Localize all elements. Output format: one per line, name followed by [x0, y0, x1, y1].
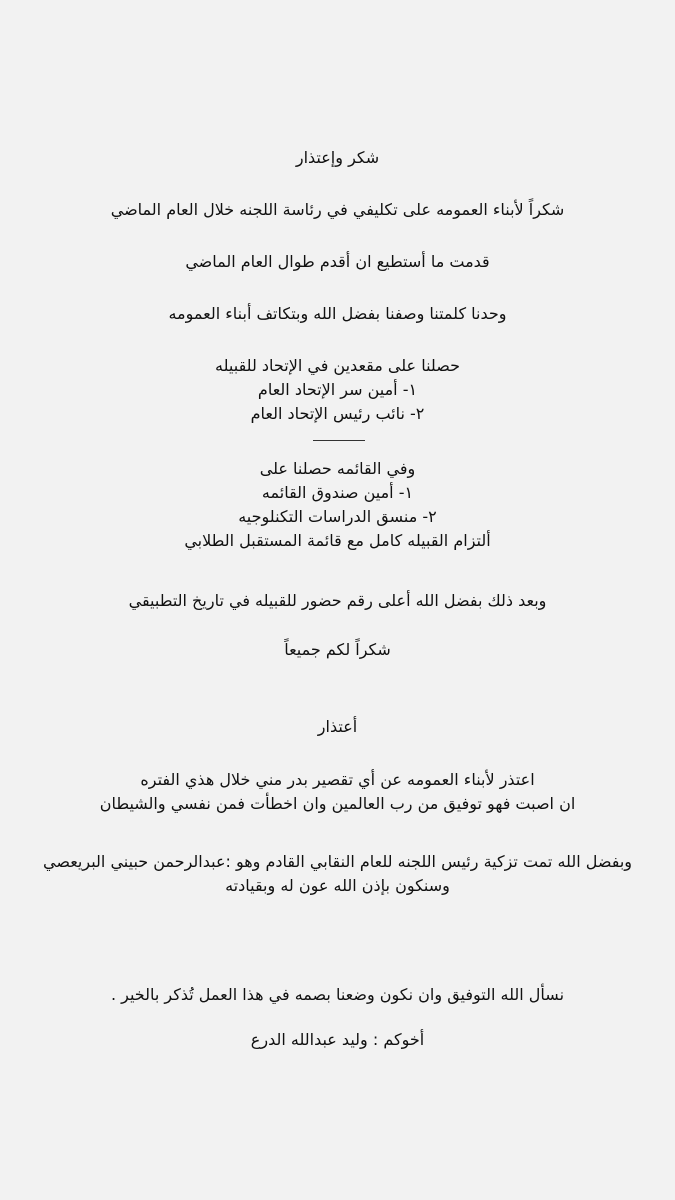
apology-title: أعتذار	[317, 717, 358, 736]
section-divider	[313, 440, 365, 441]
apology-line: ان اصبت فهو توفيق من رب العالمين وان اخطأت فمن نفسي والشيطان	[99, 794, 576, 813]
signature: أخوكم : وليد عبدالله الدرع	[250, 1030, 425, 1049]
nomination-paragraph	[0, 850, 675, 898]
list-positions-section	[0, 457, 675, 553]
list-positions-intro: وفي القائمه حصلنا على	[259, 459, 416, 478]
thanks-line-2: قدمت ما أستطيع ان أقدم طوال العام الماضي	[185, 252, 490, 271]
union-seats-intro: حصلنا على مقعدين في الإتحاد للقبيله	[215, 356, 460, 375]
thanks-line-1: شكراً لأبناء العمومه على تكليفي في رئاسة اللجنه خلال العام الماضي	[110, 200, 565, 219]
list-position-item: ٢- منسق الدراسات التكنلوجيه	[238, 507, 437, 526]
apology-paragraph	[0, 768, 675, 816]
nomination-line: وسنكون بإذن الله عون له وبقيادته	[225, 876, 450, 895]
thanks-title: شكر وإعتذار	[295, 148, 380, 167]
closing-prayer: نسأل الله التوفيق وان نكون وضعنا بصمه في هذا العمل تُذكر بالخير .	[110, 985, 565, 1004]
apology-line: اعتذر لأبناء العمومه عن أي تقصير بدر مني خلال هذي الفتره	[140, 770, 535, 789]
union-seat-item: ٢- نائب رئيس الإتحاد العام	[250, 404, 425, 423]
attendance-line: وبعد ذلك بفضل الله أعلى رقم حضور للقبيله في تاريخ التطبيقي	[128, 591, 547, 610]
list-position-item: ١- أمين صندوق القائمه	[261, 483, 414, 502]
thanks-line-3: وحدنا كلمتنا وصفنا بفضل الله وبتكاتف أبناء العمومه	[168, 304, 507, 323]
union-seats-section	[0, 354, 675, 426]
commitment-line: ألتزام القبيله كامل مع قائمة المستقبل الطلابي	[184, 531, 491, 550]
thanks-all-line: شكراً لكم جميعاً	[284, 640, 391, 659]
nomination-line: وبفضل الله تمت تزكية رئيس اللجنه للعام النقابي القادم وهو :عبدالرحمن حبيني البريعصي	[43, 852, 632, 871]
union-seat-item: ١- أمين سر الإتحاد العام	[257, 380, 418, 399]
